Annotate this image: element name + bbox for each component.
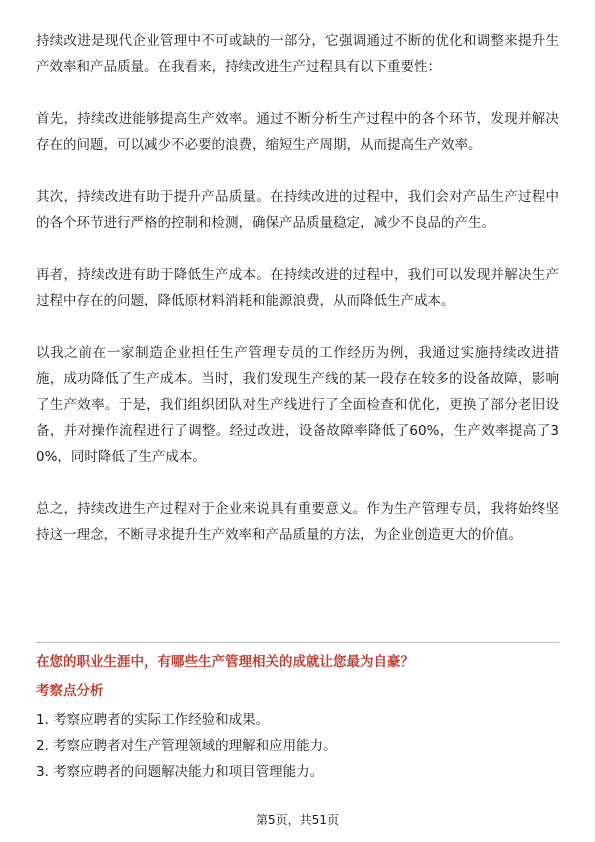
section-divider bbox=[36, 642, 559, 643]
paragraph-conclusion: 总之，持续改进生产过程对于企业来说具有重要意义。作为生产管理专员，我将始终坚持这一理念，不断寻求提升生产效率和产品质量的方法，为企业创造更大的价值。 bbox=[36, 501, 559, 543]
analysis-point: 2. 考察应聘者对生产管理领域的理解和应用能力。 bbox=[36, 738, 337, 754]
analysis-points bbox=[36, 707, 559, 785]
paragraph-example: 以我之前在一家制造企业担任生产管理专员的工作经历为例，我通过实施持续改进措施，成功降低了生产成本。当时，我们发现生产线的某一段存在较多的设备故障，影响了生产效率。于是，我们组织团队对生产线进行了全面检查和优化，更换了部分老旧设备，并对操作流程进行了调整。经过改进，设备故障率降低了60%，生产效率提高了30%，同时降低了生产成本。 bbox=[36, 345, 559, 465]
paragraph-efficiency: 首先，持续改进能够提高生产效率。通过不断分析生产过程中的各个环节，发现并解决存在的问题，可以减少不必要的浪费，缩短生产周期，从而提高生产效率。 bbox=[36, 111, 559, 153]
answer-body bbox=[36, 28, 559, 548]
paragraph-quality: 其次，持续改进有助于提升产品质量。在持续改进的过程中，我们会对产品生产过程中的各个环节进行严格的控制和检测，确保产品质量稳定，减少不良品的产生。 bbox=[36, 189, 559, 231]
paragraph-intro: 持续改进是现代企业管理中不可或缺的一部分，它强调通过不断的优化和调整来提升生产效率和产品质量。在我看来，持续改进生产过程具有以下重要性： bbox=[36, 33, 559, 75]
analysis-point: 1. 考察应聘者的实际工作经验和成果。 bbox=[36, 712, 270, 728]
paragraph-cost: 再者，持续改进有助于降低生产成本。在持续改进的过程中，我们可以发现并解决生产过程中存在的问题，降低原材料消耗和能源浪费，从而降低生产成本。 bbox=[36, 267, 559, 309]
interview-question: 在您的职业生涯中，有哪些生产管理相关的成就让您最为自豪？ bbox=[36, 654, 414, 670]
analysis-title: 考察点分析 bbox=[36, 683, 104, 699]
analysis-point: 3. 考察应聘者的问题解决能力和项目管理能力。 bbox=[36, 764, 324, 780]
page-number: 第5页，共51页 bbox=[256, 813, 339, 827]
